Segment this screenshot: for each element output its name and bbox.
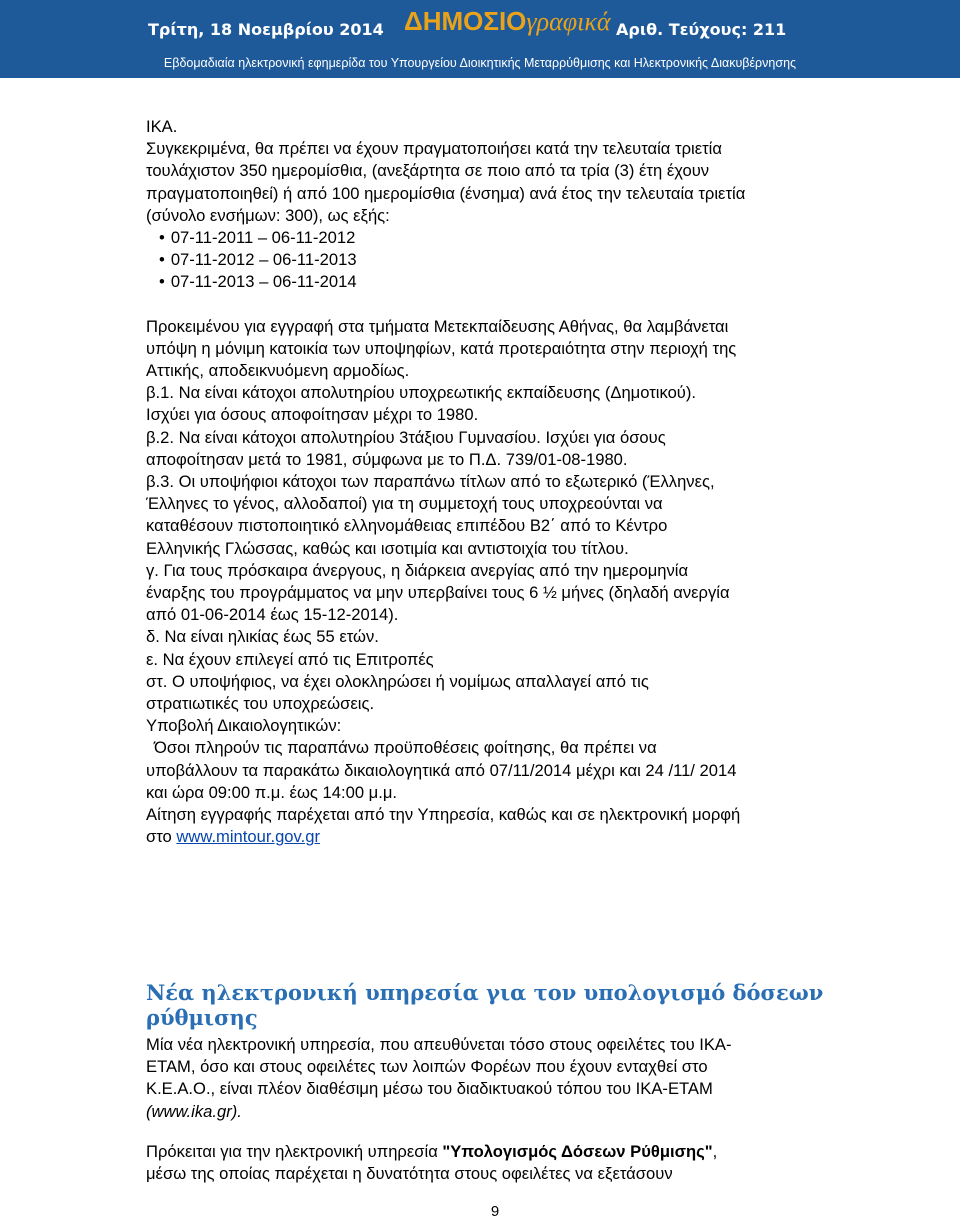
- publication-logo: [404, 6, 611, 37]
- text-line: Συγκεκριμένα, θα πρέπει να έχουν πραγματοποιήσει κατά την τελευταία τριετία: [146, 139, 722, 159]
- text-line: Ισχύει για όσους αποφοίτησαν μέχρι το 1980.: [146, 405, 479, 425]
- text-line: ΙΚΑ.: [146, 117, 178, 136]
- text-line: (σύνολο ενσήμων: 300), ως εξής:: [146, 205, 390, 225]
- text-line: (www.ika.gr).: [146, 1101, 242, 1121]
- text-line: [146, 826, 836, 848]
- bullet-text: 07-11-2013 – 06-11-2014: [170, 272, 357, 292]
- text-line: υπόψη η μόνιμη κατοικία των υποψηφίων, κατά προτεραιότητα στην περιοχή της: [146, 338, 737, 358]
- paragraph-suffix: ,: [712, 1142, 718, 1161]
- text-line: τουλάχιστον 350 ημερομίσθια, (ανεξάρτητα σε ποιο από τα τρία (3) έτη έχουν: [146, 161, 710, 181]
- text-line: δ. Να είναι ηλικίας έως 55 ετών.: [146, 627, 379, 647]
- text-line: αποφοίτησαν μετά το 1981, σύμφωνα με το Π.Δ. 739/01-08-1980.: [146, 449, 628, 469]
- text-line: έναρξης του προγράμματος να μην υπερβαίνει τους 6 ½ μήνες (δηλαδή ανεργία: [146, 583, 730, 603]
- text-line: και ώρα 09:00 π.μ. έως 14:00 μ.μ.: [146, 782, 397, 802]
- bullet-item: [146, 227, 836, 249]
- bullet-item: [146, 249, 836, 271]
- section-paragraph-2: [146, 1141, 836, 1185]
- text-line: β.1. Να είναι κάτοχοι απολυτηρίου υποχρεωτικής εκπαίδευσης (Δημοτικού).: [146, 383, 697, 403]
- text-line: γ. Για τους πρόσκαιρα άνεργους, η διάρκεια ανεργίας από την ημερομηνία: [146, 560, 689, 580]
- issue-number: Αριθ. Τεύχους: 211: [616, 20, 787, 39]
- text-line: [146, 1141, 836, 1163]
- section-paragraph-1: [146, 1034, 836, 1123]
- issue-date: Τρίτη, 18 Νοεμβρίου 2014: [148, 20, 384, 39]
- text-line: Μία νέα ηλεκτρονική υπηρεσία, που απευθύνεται τόσο στους οφειλέτες του ΙΚΑ-: [146, 1035, 732, 1054]
- text-line: μέσω της οποίας παρέχεται η δυνατότητα στους οφειλέτες να εξετάσουν: [146, 1164, 673, 1184]
- text-line: ΕΤΑΜ, όσο και στους οφειλέτες των λοιπών Φορέων που έχουν ενταχθεί στο: [146, 1057, 708, 1077]
- bullet-item: [146, 271, 836, 293]
- mintour-link[interactable]: www.mintour.gov.gr: [176, 827, 320, 847]
- text-line: Όσοι πληρούν τις παραπάνω προϋποθέσεις φοίτησης, θα πρέπει να: [154, 738, 657, 758]
- text-line: υποβάλλουν τα παρακάτω δικαιολογητικά από 07/11/2014 μέχρι και 24 /11/ 2014: [146, 760, 737, 780]
- header-subtitle: Εβδομαδιαία ηλεκτρονική εφημερίδα του Υπουργείου Διοικητικής Μεταρρύθμισης και Ηλεκτρονικής Διακυβέρνησης: [163, 56, 797, 70]
- bullet-icon: •: [159, 228, 165, 248]
- text-line: Υποβολή Δικαιολογητικών:: [146, 716, 342, 736]
- bullet-text: 07-11-2012 – 06-11-2013: [170, 250, 357, 270]
- service-name: "Υπολογισμός Δόσεων Ρύθμισης": [442, 1142, 713, 1161]
- text-line: Προκειμένου για εγγραφή στα τμήματα Μετεκπαίδευσης Αθήνας, θα λαμβάνεται: [146, 316, 729, 336]
- section-heading: Νέα ηλεκτρονική υπηρεσία για τον υπολογισμό δόσεων ρύθμισης: [146, 980, 824, 1030]
- header-bar: [0, 0, 960, 78]
- bullet-icon: •: [159, 272, 165, 292]
- text-line: στ. Ο υποψήφιος, να έχει ολοκληρώσει ή νομίμως απαλλαγεί από τις: [146, 671, 649, 691]
- text-line: Έλληνες το γένος, αλλοδαποί) για τη συμμετοχή τους υποχρεούνται να: [146, 494, 663, 514]
- link-prefix: στο: [146, 827, 177, 847]
- text-line: πραγματοποιηθεί) ή από 100 ημερομίσθια (ένσημα) ανά έτος την τελευταία τριετία: [146, 183, 746, 203]
- text-line: στρατιωτικές του υποχρεώσεις.: [146, 694, 375, 714]
- text-line: β.3. Οι υποψήφιοι κάτοχοι των παραπάνω τίτλων από το εξωτερικό (Έλληνες,: [146, 472, 715, 492]
- bullet-icon: •: [159, 250, 165, 270]
- text-line: Αίτηση εγγραφής παρέχεται από την Υπηρεσία, καθώς και σε ηλεκτρονική μορφή: [146, 805, 741, 825]
- paragraph-prefix: Πρόκειται για την ηλεκτρονική υπηρεσία: [146, 1142, 443, 1161]
- article-body: [146, 116, 836, 849]
- text-line: Κ.Ε.Α.Ο., είναι πλέον διαθέσιμη μέσω του διαδικτυακού τόπου του ΙΚΑ-ΕΤΑΜ: [146, 1079, 713, 1099]
- text-line: Ελληνικής Γλώσσας, καθώς και ισοτιμία και αντιστοιχία του τίτλου.: [146, 538, 629, 558]
- text-line: Αττικής, αποδεικνυόμενη αρμοδίως.: [146, 361, 410, 381]
- text-line: καταθέσουν πιστοποιητικό ελληνομάθειας επιπέδου Β2΄ από το Κέντρο: [146, 516, 668, 536]
- bullet-text: 07-11-2011 – 06-11-2012: [170, 228, 356, 248]
- text-line: ε. Να έχουν επιλεγεί από τις Επιτροπές: [146, 649, 434, 669]
- logo-script-text: γραφικά: [526, 7, 611, 36]
- page-number: 9: [490, 1203, 500, 1220]
- text-line: β.2. Να είναι κάτοχοι απολυτηρίου 3τάξιου Γυμνασίου. Ισχύει για όσους: [146, 427, 666, 447]
- logo-main-text: ΔΗΜΟΣΙΟ: [404, 6, 527, 36]
- text-line: από 01-06-2014 έως 15-12-2014).: [146, 605, 399, 625]
